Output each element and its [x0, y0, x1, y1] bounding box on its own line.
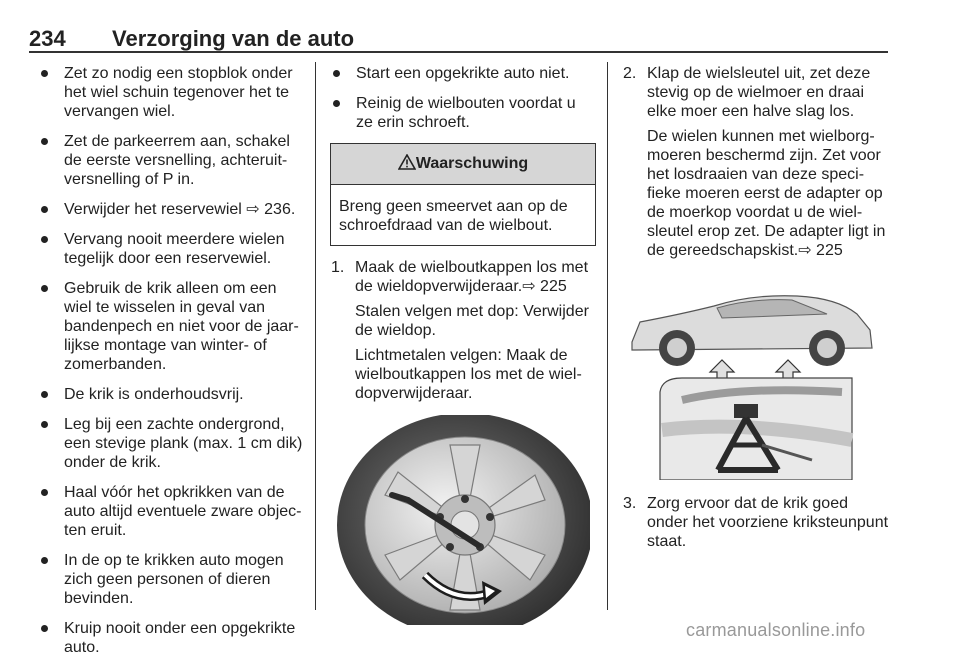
step-paragraph: Zorg ervoor dat de krik goed onder het voorziene kriksteunpunt staat. [647, 495, 889, 550]
warning-header [331, 144, 595, 185]
step-number: 3. [623, 495, 637, 512]
step-paragraph: Maak de wielboutkappen los met de wieldopverwijderaar.⇨ 225 [355, 259, 589, 295]
list-item: Kruip nooit onder een opgekrikte auto. [38, 619, 303, 657]
bullet-list [38, 64, 303, 657]
list-item: Reinig de wielbouten voordat u ze erin schroeft. [330, 94, 596, 132]
header-rule [29, 51, 888, 53]
warning-triangle-icon [398, 154, 416, 170]
page-number: 234 [29, 26, 66, 51]
column-right [622, 64, 890, 559]
step-paragraph: De wielen kunnen met wielborg-moeren beschermd zijn. Zet voor het losdraaien van deze speci-fieke moeren eerst de adapter op de moerkop voordat u de wiel-sleutel erop zet. De adapter ligt in de gereedschapskist.⇨ 225 [647, 128, 886, 259]
warning-text: Breng geen smeervet aan op de schroefdraad van de wielbout. [339, 198, 568, 234]
list-item: Zet zo nodig een stopblok onder het wiel schuin tegenover het te vervangen wiel. [38, 64, 303, 121]
bullet-list [330, 64, 596, 132]
page-title: Verzorging van de auto [112, 26, 355, 51]
step-number: 2. [623, 65, 637, 82]
step-item [330, 258, 596, 403]
wheel-illustration [330, 415, 590, 625]
warning-box [330, 143, 596, 246]
car-jack-illustration [622, 270, 880, 480]
steps-list [622, 64, 890, 260]
step-paragraph: Klap de wielsleutel uit, zet deze stevig op de wielmoer en draai elke moer een halve slag los. [647, 65, 871, 120]
steps-list [330, 258, 596, 403]
list-item: Haal vóór het opkrikken van de auto altijd eventuele zware objec-ten eruit. [38, 483, 303, 540]
list-item: Start een opgekrikte auto niet. [330, 64, 596, 83]
watermark: carmanualsonline.info [686, 620, 866, 640]
warning-title: Waarschuwing [415, 155, 529, 172]
step-paragraph: Stalen velgen met dop: Verwijder de wieldop. [355, 303, 589, 339]
step-item [622, 64, 890, 260]
list-item: Gebruik de krik alleen om een wiel te wisselen in geval van bandenpech en niet voor de jaar-lijkse montage van winter- of zomerbanden. [38, 279, 303, 374]
list-item: Zet de parkeerrem aan, schakel de eerste versnelling, achteruit-versnelling of P in. [38, 132, 303, 189]
steps-list [622, 494, 890, 551]
list-item: Vervang nooit meerdere wielen tegelijk door een reservewiel. [38, 230, 303, 268]
list-item: Verwijder het reservewiel ⇨ 236. [38, 200, 303, 219]
column-divider [607, 62, 608, 610]
page-header [0, 0, 960, 56]
list-item: In de op te krikken auto mogen zich geen personen of dieren bevinden. [38, 551, 303, 608]
column-middle [330, 64, 596, 637]
column-left [38, 64, 303, 668]
list-item: De krik is onderhoudsvrij. [38, 385, 303, 404]
step-number: 1. [331, 259, 345, 276]
step-paragraph: Lichtmetalen velgen: Maak de wielboutkappen los met de wiel-dopverwijderaar. [355, 347, 582, 402]
list-item: Leg bij een zachte ondergrond, een stevige plank (max. 1 cm dik) onder de krik. [38, 415, 303, 472]
column-divider [315, 62, 316, 610]
step-item [622, 494, 890, 551]
